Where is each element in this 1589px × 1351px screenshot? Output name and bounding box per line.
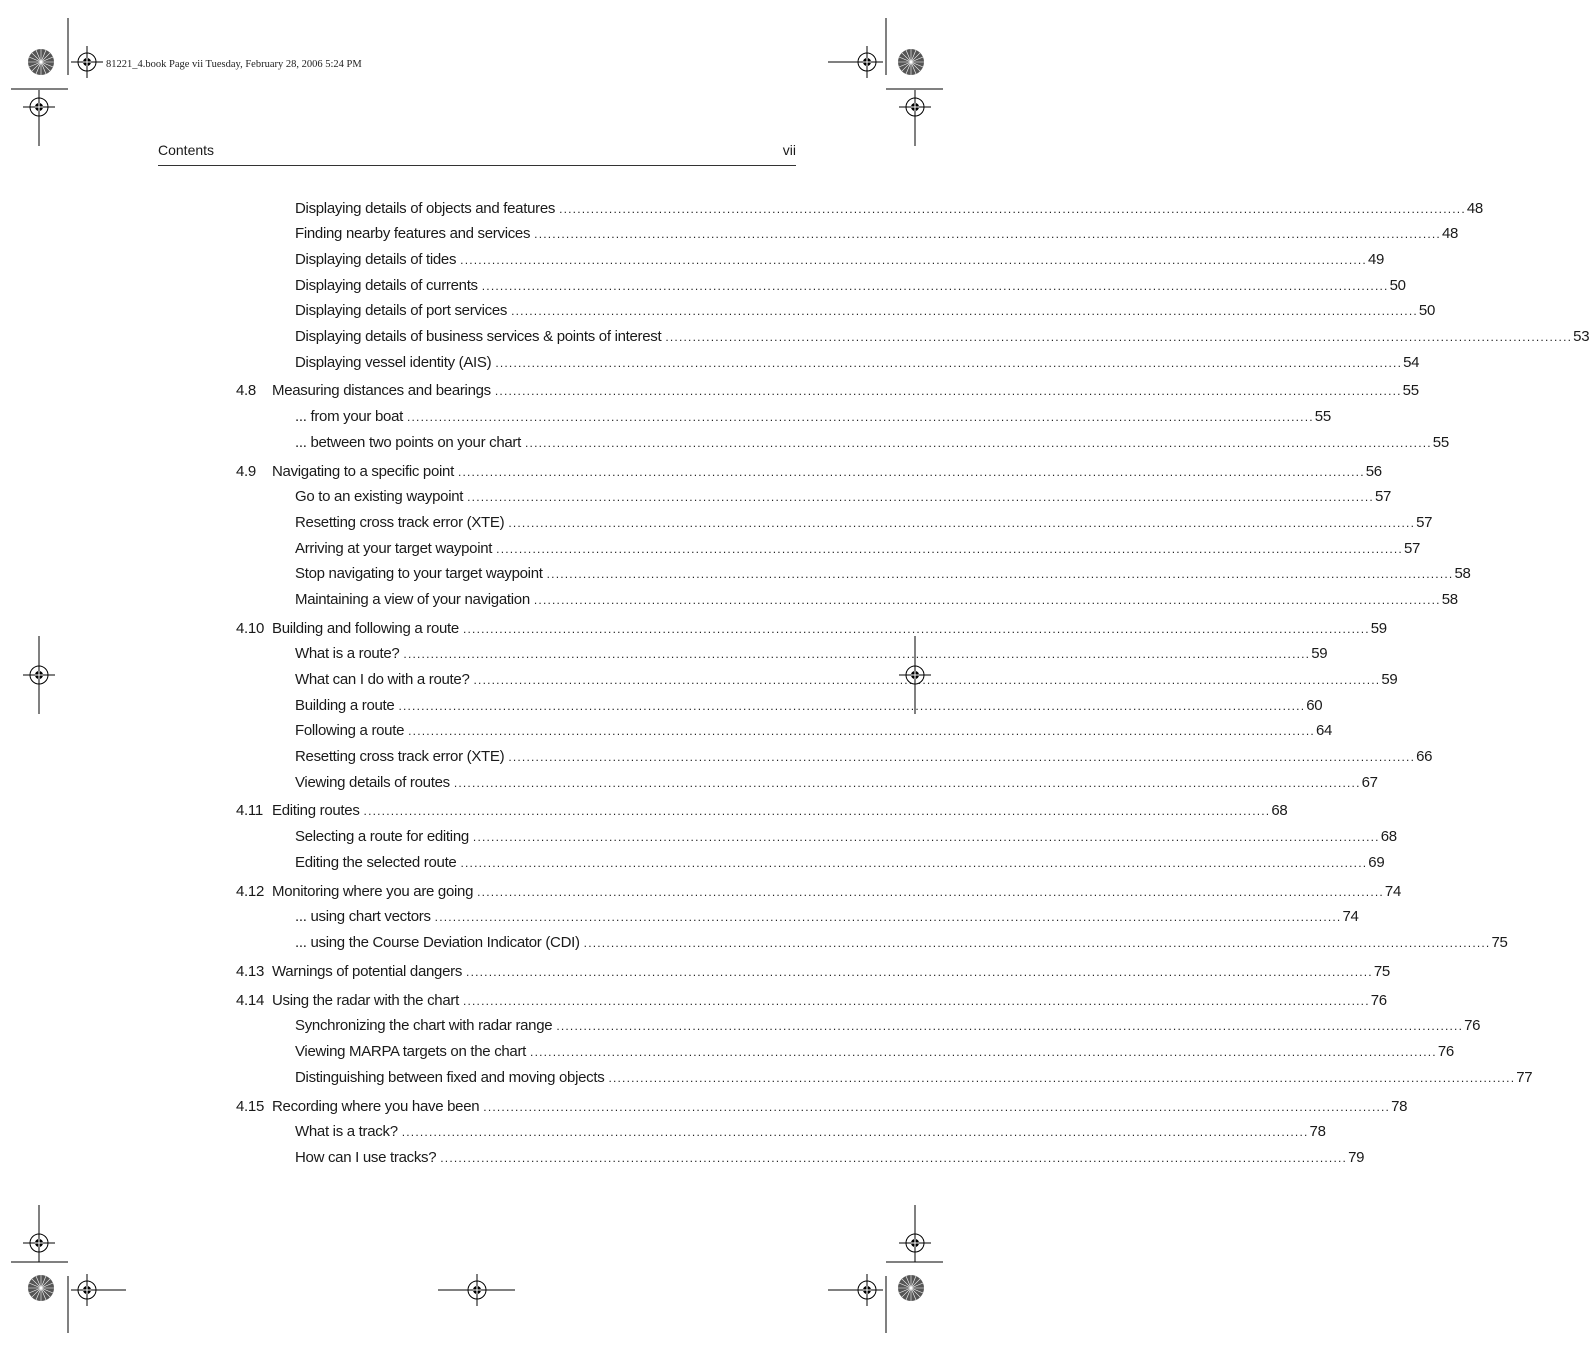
toc-section-number: 4.11 [236,802,263,819]
toc-entry[interactable] [295,484,1392,506]
toc-entry[interactable] [295,196,1483,218]
toc-section-number: 4.14 [236,992,264,1009]
toc-entry-title: Editing the selected route [295,854,457,871]
toc-page-number: 55 [1432,434,1449,451]
dot-leader: ........................................................................................................................................................................................................ [530,1045,1437,1059]
dot-leader: ........................................................................................................................................................................................................ [481,279,1389,293]
toc-entry[interactable] [295,221,1459,243]
toc-section-number: 4.13 [236,963,264,980]
dot-leader: ........................................................................................................................................................................................................ [556,1019,1464,1033]
toc-entry[interactable] [236,798,1288,820]
toc-entry-title: Measuring distances and bearings [272,382,491,399]
toc-entry[interactable] [295,510,1433,532]
toc-entry-title: What can I do with a route? [295,671,470,688]
toc-entry-title: Distinguishing between fixed and moving objects [295,1069,605,1086]
dot-leader: ........................................................................................................................................................................................................ [583,936,1491,950]
toc-entry[interactable] [295,247,1385,269]
toc-page-number: 55 [1314,408,1331,425]
toc-page-number: 74 [1384,883,1402,900]
toc-entry-title: Finding nearby features and services [295,225,531,242]
print-slug: 81221_4.book Page vii Tuesday, February 28, 2006 5:24 PM [106,59,362,70]
toc-page-number: 59 [1311,645,1328,662]
toc-page-number: 78 [1391,1098,1408,1115]
toc-entry[interactable] [236,988,1387,1010]
toc-page-number: 56 [1365,463,1382,480]
toc-entry-title: What is a track? [295,1123,398,1140]
toc-entry[interactable] [295,561,1471,583]
toc-page-number: 77 [1516,1069,1533,1086]
dot-leader: ........................................................................................................................................................................................................ [403,647,1311,661]
toc-entry[interactable] [295,824,1397,846]
toc-entry-title: Maintaining a view of your navigation [295,591,530,608]
toc-section-number: 4.8 [236,382,256,399]
dot-leader: ........................................................................................................................................................................................................ [525,436,1432,450]
toc-entry-title: Warnings of potential dangers [272,963,463,980]
toc-page-number: 58 [1454,565,1471,582]
toc-page-number: 57 [1416,514,1433,531]
dot-leader: ........................................................................................................................................................................................................ [533,593,1441,607]
toc-entry[interactable] [295,1039,1454,1061]
toc-page-number: 60 [1306,697,1323,714]
toc-section-number: 4.10 [236,620,264,637]
running-head [158,142,796,158]
toc-entry-title: Displaying details of currents [295,277,478,294]
toc-entry[interactable] [295,404,1331,426]
dot-leader: ........................................................................................................................................................................................................ [473,673,1381,687]
toc-entry[interactable] [295,324,1589,346]
toc-page-number: 55 [1402,382,1419,399]
toc-page-number: 74 [1342,908,1359,925]
toc-entry[interactable] [236,459,1382,481]
toc-page-number: 54 [1403,354,1420,371]
toc-page-number: 76 [1464,1017,1481,1034]
toc-entry[interactable] [295,744,1433,766]
dot-leader: ........................................................................................................................................................................................................ [398,699,1306,713]
toc-page-number: 68 [1380,828,1397,845]
toc-entry-title: ... from your boat [295,408,403,425]
dot-leader: ........................................................................................................................................................................................................ [608,1071,1516,1085]
toc-entry[interactable] [236,378,1419,400]
dot-leader: ........................................................................................................................................................................................................ [462,622,1370,636]
toc-page-number: 59 [1381,671,1398,688]
toc-entry-title: Resetting cross track error (XTE) [295,514,505,531]
toc-page-number: 64 [1315,722,1333,739]
page-number: vii [782,142,796,158]
toc-entry[interactable] [236,1094,1408,1116]
dot-leader: ........................................................................................................................................................................................................ [495,356,1403,370]
toc-entry-title: Building a route [295,697,395,714]
toc-entry-title: Displaying details of objects and features [295,200,556,217]
toc-page-number: 76 [1370,992,1387,1009]
toc-page-number: 58 [1441,591,1458,608]
toc-entry[interactable] [295,1013,1481,1035]
toc-entry[interactable] [295,1065,1533,1087]
toc-entry[interactable] [295,770,1378,792]
toc-page-number: 67 [1361,774,1378,791]
toc-entry-title: Go to an existing waypoint [295,488,464,505]
dot-leader: ........................................................................................................................................................................................................ [363,804,1271,818]
toc-section-number: 4.12 [236,883,264,900]
toc-entry[interactable] [295,930,1508,952]
dot-leader: ........................................................................................................................................................................................................ [460,856,1368,870]
toc-section-number: 4.15 [236,1098,264,1115]
toc-entry-title: Selecting a route for editing [295,828,469,845]
toc-page-number: 66 [1416,748,1433,765]
toc-entry-title: ... between two points on your chart [295,434,521,451]
toc-entry-title: Monitoring where you are going [272,883,474,900]
toc-entry-title: Viewing MARPA targets on the chart [295,1043,527,1060]
dot-leader: ........................................................................................................................................................................................................ [534,227,1441,241]
toc-entry[interactable] [295,273,1406,295]
toc-entry[interactable] [295,430,1449,452]
toc-page-number: 57 [1403,540,1421,557]
toc-entry-title: Building and following a route [272,620,459,637]
toc-page-number: 68 [1271,802,1288,819]
toc-page-number: 48 [1441,225,1459,242]
header-rule [158,165,796,166]
dot-leader: ........................................................................................................................................................................................................ [434,910,1342,924]
toc-entry[interactable] [295,850,1385,872]
toc-entry[interactable] [295,718,1333,740]
toc-entry-title: Editing routes [272,802,360,819]
dot-leader: ........................................................................................................................................................................................................ [457,465,1365,479]
toc-entry-title: Recording where you have been [272,1098,480,1115]
toc-entry[interactable] [295,641,1328,663]
toc-entry-title: How can I use tracks? [295,1149,437,1166]
toc-entry[interactable] [295,693,1323,715]
toc-page-number: 57 [1374,488,1392,505]
toc-entry-title: Displaying details of tides [295,251,457,268]
toc-page-number: 49 [1367,251,1385,268]
toc-page-number: 69 [1368,854,1385,871]
dot-leader: ........................................................................................................................................................................................................ [508,750,1416,764]
dot-leader: ........................................................................................................................................................................................................ [462,994,1370,1008]
dot-leader: ........................................................................................................................................................................................................ [460,253,1367,267]
dot-leader: ........................................................................................................................................................................................................ [508,516,1416,530]
toc-entry[interactable] [295,1145,1365,1167]
toc-entry-title: Using the radar with the chart [272,992,459,1009]
toc-entry-title: Navigating to a specific point [272,463,454,480]
dot-leader: ........................................................................................................................................................................................................ [559,202,1466,216]
toc-page-number: 75 [1373,963,1390,980]
toc-page-number: 50 [1389,277,1406,294]
toc-entry-title: Stop navigating to your target waypoint [295,565,543,582]
dot-leader: ........................................................................................................................................................................................................ [511,304,1418,318]
toc-entry-title: Displaying details of port services [295,302,508,319]
toc-page-number: 48 [1466,200,1483,217]
dot-leader: ........................................................................................................................................................................................................ [665,330,1573,344]
toc-entry-title: What is a route? [295,645,400,662]
dot-leader: ........................................................................................................................................................................................................ [406,410,1314,424]
toc-page-number: 79 [1348,1149,1365,1166]
toc-entry[interactable] [295,1119,1326,1141]
section-title: Contents [158,142,215,158]
dot-leader: ........................................................................................................................................................................................................ [494,384,1402,398]
toc-entry-title: Displaying details of business services & points of interest [295,328,662,345]
toc-entry[interactable] [295,298,1435,320]
dot-leader: ........................................................................................................................................................................................................ [477,885,1384,899]
toc-entry[interactable] [236,616,1387,638]
toc-page-number: 59 [1370,620,1387,637]
dot-leader: ........................................................................................................................................................................................................ [483,1100,1391,1114]
dot-leader: ........................................................................................................................................................................................................ [496,542,1403,556]
toc-entry[interactable] [295,350,1420,372]
dot-leader: ........................................................................................................................................................................................................ [546,567,1454,581]
toc-entry-title: Following a route [295,722,405,739]
toc-page-number: 50 [1418,302,1435,319]
toc-entry-title: ... using chart vectors [295,908,431,925]
dot-leader: ........................................................................................................................................................................................................ [440,1151,1348,1165]
dot-leader: ........................................................................................................................................................................................................ [466,965,1373,979]
toc-entry[interactable] [295,536,1421,558]
dot-leader: ........................................................................................................................................................................................................ [453,776,1361,790]
toc-entry[interactable] [236,959,1390,981]
dot-leader: ........................................................................................................................................................................................................ [472,830,1380,844]
toc-entry[interactable] [295,587,1458,609]
toc-entry-title: ... using the Course Deviation Indicator (CDI) [295,934,580,951]
dot-leader: ........................................................................................................................................................................................................ [467,490,1374,504]
toc-entry-title: Arriving at your target waypoint [295,540,493,557]
dot-leader: ........................................................................................................................................................................................................ [408,724,1315,738]
toc-entry[interactable] [236,879,1402,901]
toc-entry-title: Synchronizing the chart with radar range [295,1017,553,1034]
toc-page-number: 53 [1573,328,1589,345]
toc-entry-title: Displaying vessel identity (AIS) [295,354,492,371]
toc-section-number: 4.9 [236,463,256,480]
toc-page-number: 76 [1437,1043,1454,1060]
toc-entry-title: Resetting cross track error (XTE) [295,748,505,765]
dot-leader: ........................................................................................................................................................................................................ [401,1125,1309,1139]
toc-page-number: 78 [1309,1123,1326,1140]
toc-entry[interactable] [295,667,1398,689]
toc-entry-title: Viewing details of routes [295,774,450,791]
toc-page-number: 75 [1491,934,1508,951]
toc-entry[interactable] [295,904,1359,926]
